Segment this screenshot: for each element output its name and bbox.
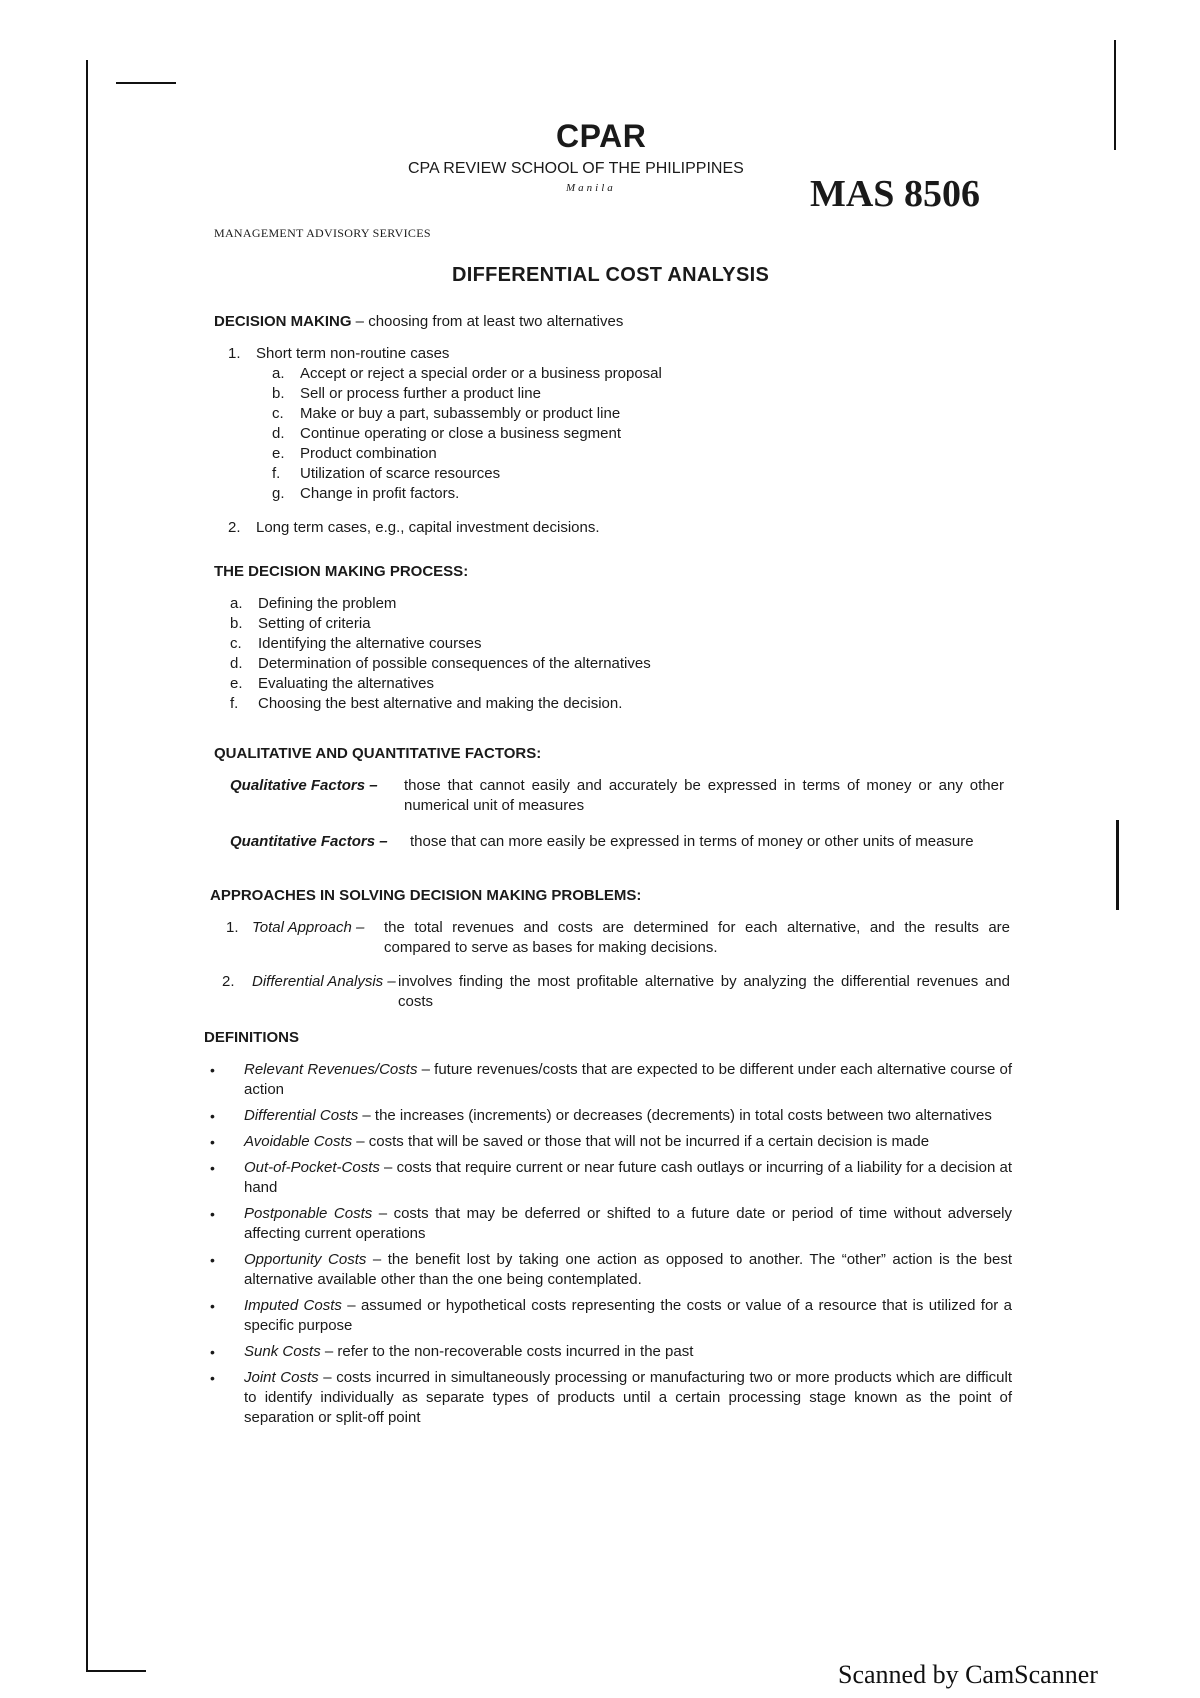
- school-name: CPA REVIEW SCHOOL OF THE PHILIPPINES: [408, 160, 744, 177]
- scanner-watermark: Scanned by CamScanner: [838, 1660, 1098, 1689]
- definition-term: Relevant Revenues/Costs: [244, 1061, 418, 1078]
- bullet: •: [210, 1298, 215, 1314]
- sub-list-item: [272, 364, 1014, 384]
- definitions-section: [204, 1028, 1012, 1434]
- list-mark: b.: [230, 615, 243, 632]
- definition-text: – the benefit lost by taking one action as opposed to another. The “other” action is the best alternative available other than the one being contemplated.: [244, 1251, 1012, 1288]
- factor-term: Qualitative Factors –: [230, 777, 378, 794]
- scan-edge-right: [1114, 40, 1116, 150]
- sub-text: Utilization of scarce resources: [300, 465, 501, 482]
- section-definition: – choosing from at least two alternatives: [351, 313, 624, 330]
- approach-description: involves finding the most profitable alternative by analyzing the differential revenues and costs: [398, 973, 1010, 1010]
- scan-edge-bottom: [86, 1670, 146, 1672]
- process-heading: THE DECISION MAKING PROCESS:: [214, 563, 469, 580]
- scan-edge-left: [86, 60, 88, 1670]
- list-mark: a.: [230, 595, 243, 612]
- definition-item: [204, 1368, 1012, 1428]
- list-text: Defining the problem: [258, 595, 397, 612]
- definition-text: – costs that require current or near future cash outlays or incurring of a liability for a decision at hand: [244, 1159, 1012, 1196]
- definitions-heading: DEFINITIONS: [204, 1029, 300, 1046]
- sub-text: Continue operating or close a business segment: [300, 425, 622, 442]
- sub-mark: e.: [272, 445, 285, 462]
- approach-item: [226, 918, 1010, 958]
- bullet: •: [210, 1134, 215, 1150]
- school-city: Manila: [566, 182, 616, 194]
- handout-code: MAS 8506: [810, 173, 980, 215]
- sub-list: [272, 364, 1014, 504]
- definition-term: Avoidable Costs: [244, 1133, 353, 1150]
- definition-item: [204, 1106, 1012, 1126]
- definitions-list: [204, 1060, 1012, 1428]
- process-section: [214, 562, 1014, 714]
- list-text: Determination of possible consequences of the alternatives: [258, 655, 651, 672]
- list-mark: f.: [230, 695, 239, 712]
- list-text: Short term non-routine cases: [256, 345, 450, 362]
- list-text: Long term cases, e.g., capital investment decisions.: [256, 519, 600, 536]
- approaches-heading: APPROACHES IN SOLVING DECISION MAKING PROBLEMS:: [210, 887, 642, 904]
- factors-heading: QUALITATIVE AND QUANTITATIVE FACTORS:: [214, 745, 542, 762]
- sub-mark: d.: [272, 425, 285, 442]
- list-text: Setting of criteria: [258, 615, 371, 632]
- list-number: 2.: [228, 519, 241, 536]
- sub-mark: c.: [272, 405, 284, 422]
- sub-text: Product combination: [300, 445, 437, 462]
- list-item: [230, 674, 1014, 694]
- sub-text: Make or buy a part, subassembly or product line: [300, 405, 621, 422]
- list-text: Identifying the alternative courses: [258, 635, 482, 652]
- definition-term: Differential Costs: [244, 1107, 359, 1124]
- definition-item: [204, 1204, 1012, 1244]
- definition-text: – future revenues/costs that are expected to be different under each alternative course of action: [244, 1061, 1012, 1098]
- bullet: •: [210, 1160, 215, 1176]
- definition-text: – costs that may be deferred or shifted to a future date or period of time without adversely affecting current operations: [244, 1205, 1012, 1242]
- scan-edge-top-left: [116, 82, 176, 84]
- sub-list-item: [272, 444, 1014, 464]
- definition-item: [204, 1158, 1012, 1198]
- definition-text: – the increases (increments) or decreases (decrements) in total costs between two alternatives: [358, 1107, 992, 1124]
- approach-description: the total revenues and costs are determined for each alternative, and the results are compared to serve as bases for making decisions.: [384, 919, 1010, 956]
- list-item: [228, 518, 1014, 538]
- definition-item: [204, 1060, 1012, 1100]
- scan-edge-right-mid: [1116, 820, 1119, 910]
- definition-text: – assumed or hypothetical costs representing the costs or value of a resource that is utilized for a specific purpose: [244, 1297, 1012, 1334]
- bullet: •: [210, 1344, 215, 1360]
- list-item: [230, 594, 1014, 614]
- definition-term: Sunk Costs: [244, 1343, 321, 1360]
- list-mark: d.: [230, 655, 243, 672]
- definition-item: [204, 1250, 1012, 1290]
- definition-text: – costs incurred in simultaneously processing or manufacturing two or more products which are difficult to identify individually as separate types of products until a certain processing stage known as the point of separation or split-off point: [244, 1369, 1012, 1426]
- approach-term: Total Approach –: [252, 919, 365, 936]
- decision-list: [228, 344, 1014, 538]
- list-item: [228, 344, 1014, 364]
- decision-making-section: [214, 312, 1014, 538]
- list-item: [230, 654, 1014, 674]
- sub-text: Accept or reject a special order or a business proposal: [300, 365, 662, 382]
- approach-item: [222, 972, 1010, 1012]
- approach-number: 1.: [226, 919, 239, 936]
- approach-number: 2.: [222, 973, 235, 990]
- list-item: [230, 694, 1014, 714]
- sub-text: Change in profit factors.: [300, 485, 460, 502]
- bullet: •: [210, 1062, 215, 1078]
- factor-term: Quantitative Factors –: [230, 833, 388, 850]
- factor-description: those that can more easily be expressed in terms of money or other units of measure: [410, 833, 974, 850]
- factor-description: those that cannot easily and accurately be expressed in terms of money or any other numerical unit of measures: [404, 777, 1004, 814]
- sub-list-item: [272, 384, 1014, 404]
- sub-mark: b.: [272, 385, 285, 402]
- definition-text: – costs that will be saved or those that will not be incurred if a certain decision is made: [352, 1133, 930, 1150]
- sub-list-item: [272, 424, 1014, 444]
- bullet: •: [210, 1206, 215, 1222]
- list-text: Evaluating the alternatives: [258, 675, 434, 692]
- list-mark: c.: [230, 635, 242, 652]
- sub-mark: f.: [272, 465, 281, 482]
- sub-list-item: [272, 404, 1014, 424]
- qualitative-factors: [230, 776, 1004, 816]
- bullet: •: [210, 1108, 215, 1124]
- section-heading: DECISION MAKING: [214, 313, 352, 330]
- list-number: 1.: [228, 345, 241, 362]
- bullet: •: [210, 1252, 215, 1268]
- definition-item: [204, 1342, 1012, 1362]
- definition-term: Opportunity Costs: [244, 1251, 367, 1268]
- definition-term: Postponable Costs: [244, 1205, 373, 1222]
- sub-mark: g.: [272, 485, 285, 502]
- sub-list-item: [272, 464, 1014, 484]
- list-item: [230, 634, 1014, 654]
- sub-list-item: [272, 484, 1014, 504]
- quantitative-factors: [230, 832, 1004, 852]
- definition-term: Imputed Costs: [244, 1297, 342, 1314]
- bullet: •: [210, 1370, 215, 1386]
- approaches-section: [210, 886, 1010, 1012]
- page-title: DIFFERENTIAL COST ANALYSIS: [452, 264, 770, 286]
- definition-term: Out-of-Pocket-Costs: [244, 1159, 380, 1176]
- definition-item: [204, 1296, 1012, 1336]
- list-text: Choosing the best alternative and making the decision.: [258, 695, 623, 712]
- sub-text: Sell or process further a product line: [300, 385, 541, 402]
- approach-term: Differential Analysis –: [252, 973, 396, 990]
- definition-term: Joint Costs: [244, 1369, 319, 1386]
- list-mark: e.: [230, 675, 243, 692]
- decision-making-heading: [214, 312, 1014, 332]
- sub-mark: a.: [272, 365, 285, 382]
- definition-text: – refer to the non-recoverable costs incurred in the past: [320, 1343, 694, 1360]
- logo-text: CPAR: [556, 118, 647, 154]
- list-item: [230, 614, 1014, 634]
- subject-label: MANAGEMENT ADVISORY SERVICES: [214, 226, 431, 240]
- process-list: [230, 594, 1014, 714]
- factors-section: [214, 744, 1004, 852]
- definition-item: [204, 1132, 1012, 1152]
